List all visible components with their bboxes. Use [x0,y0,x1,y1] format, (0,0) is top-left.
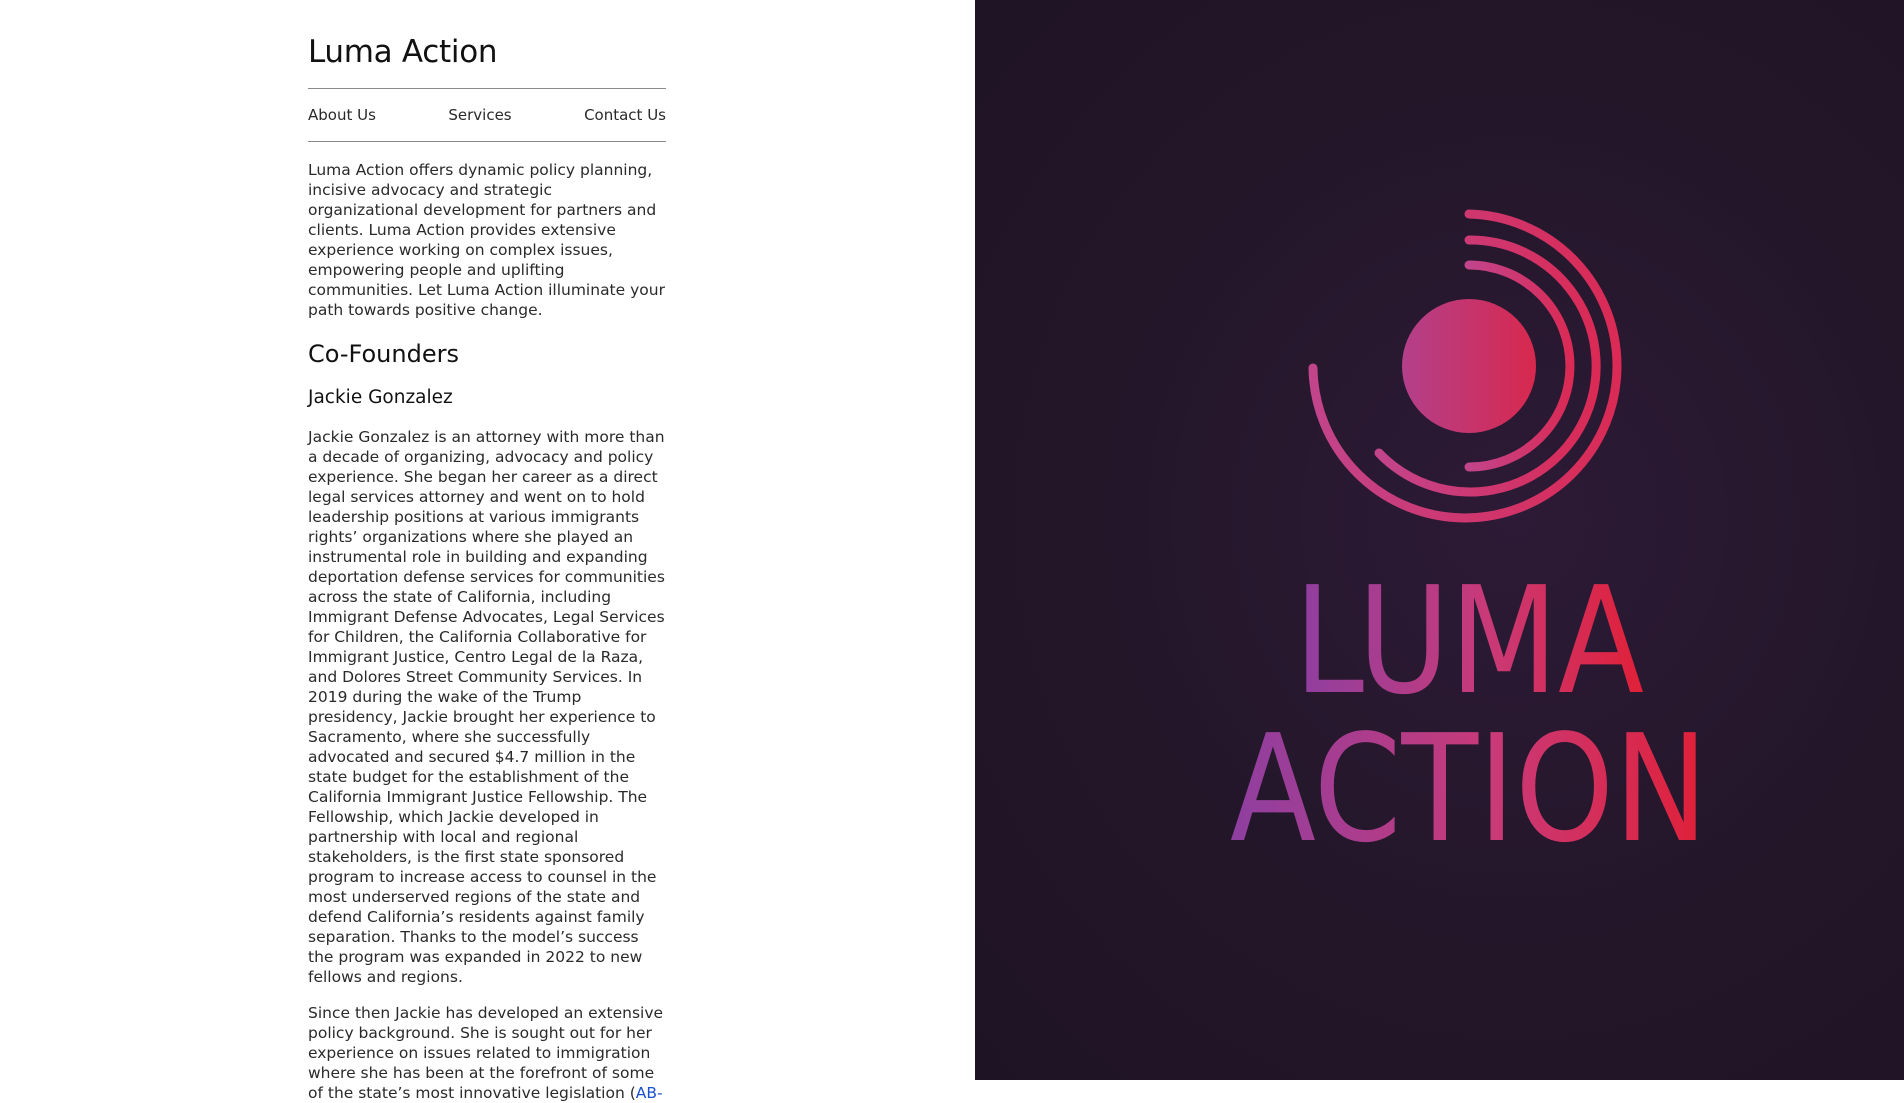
legislation-link[interactable]: AB- [635,1084,663,1102]
intro-paragraph: Luma Action offers dynamic policy planning, incisive advocacy and strategic organizational development for partners and clients. Luma Action provides extensive experience working on complex issues, empowering people and uplifting communities. Let Luma Action illuminate your path towards positive change. [308,161,665,319]
cofounders-heading: Co-Founders [308,340,459,368]
main-content [308,30,666,1103]
bio-paragraph [308,1003,666,1103]
nav-services[interactable]: Services [448,106,512,124]
bio-text: Since then Jackie has developed an extensive policy background. She is sought out for her experience on issues related to immigration where she has been at the forefront of some of the state’s most innovative legislation ( [308,1004,664,1102]
logo-word-action: ACTION [1230,703,1708,875]
nav-contact-us[interactable]: Contact Us [584,106,666,124]
sun-orb-icon [1402,299,1536,433]
main-nav [308,89,666,141]
logo-word-luma: LUMA [1294,555,1644,727]
luma-action-logo [975,0,1904,1080]
bio-paragraph: Jackie Gonzalez is an attorney with more than a decade of organizing, advocacy and policy experience. She began her career as a direct legal services attorney and went on to hold leadership positions at various immigrants rights’ organizations where she played an instrumental role in building and expanding deportation defense services for communities across the state of California, including Immigrant Defense Advocates, Legal Services for Children, the California Collaborative for Immigrant Justice, Centro Legal de la Raza, and Dolores Street Community Services. In 2019 during the wake of the Trump presidency, Jackie brought her experience to Sacramento, where she successfully advocated and secured $4.7 million in the state budget for the establishment of the California Immigrant Justice Fellowship. The Fellowship, which Jackie developed in partnership with local and regional stakeholders, is the first state sponsored program to increase access to counsel in the most underserved regions of the state and defend California’s residents against family separation. Thanks to the model’s success the program was expanded in 2022 to new fellows and regions. [308,428,665,986]
founder-bio [308,427,666,1103]
nav-about-us[interactable]: About Us [308,106,376,124]
nav-divider [308,141,666,142]
hero-logo-panel [975,0,1904,1080]
site-title[interactable]: Luma Action [308,34,498,70]
founder-name: Jackie Gonzalez [308,387,453,408]
